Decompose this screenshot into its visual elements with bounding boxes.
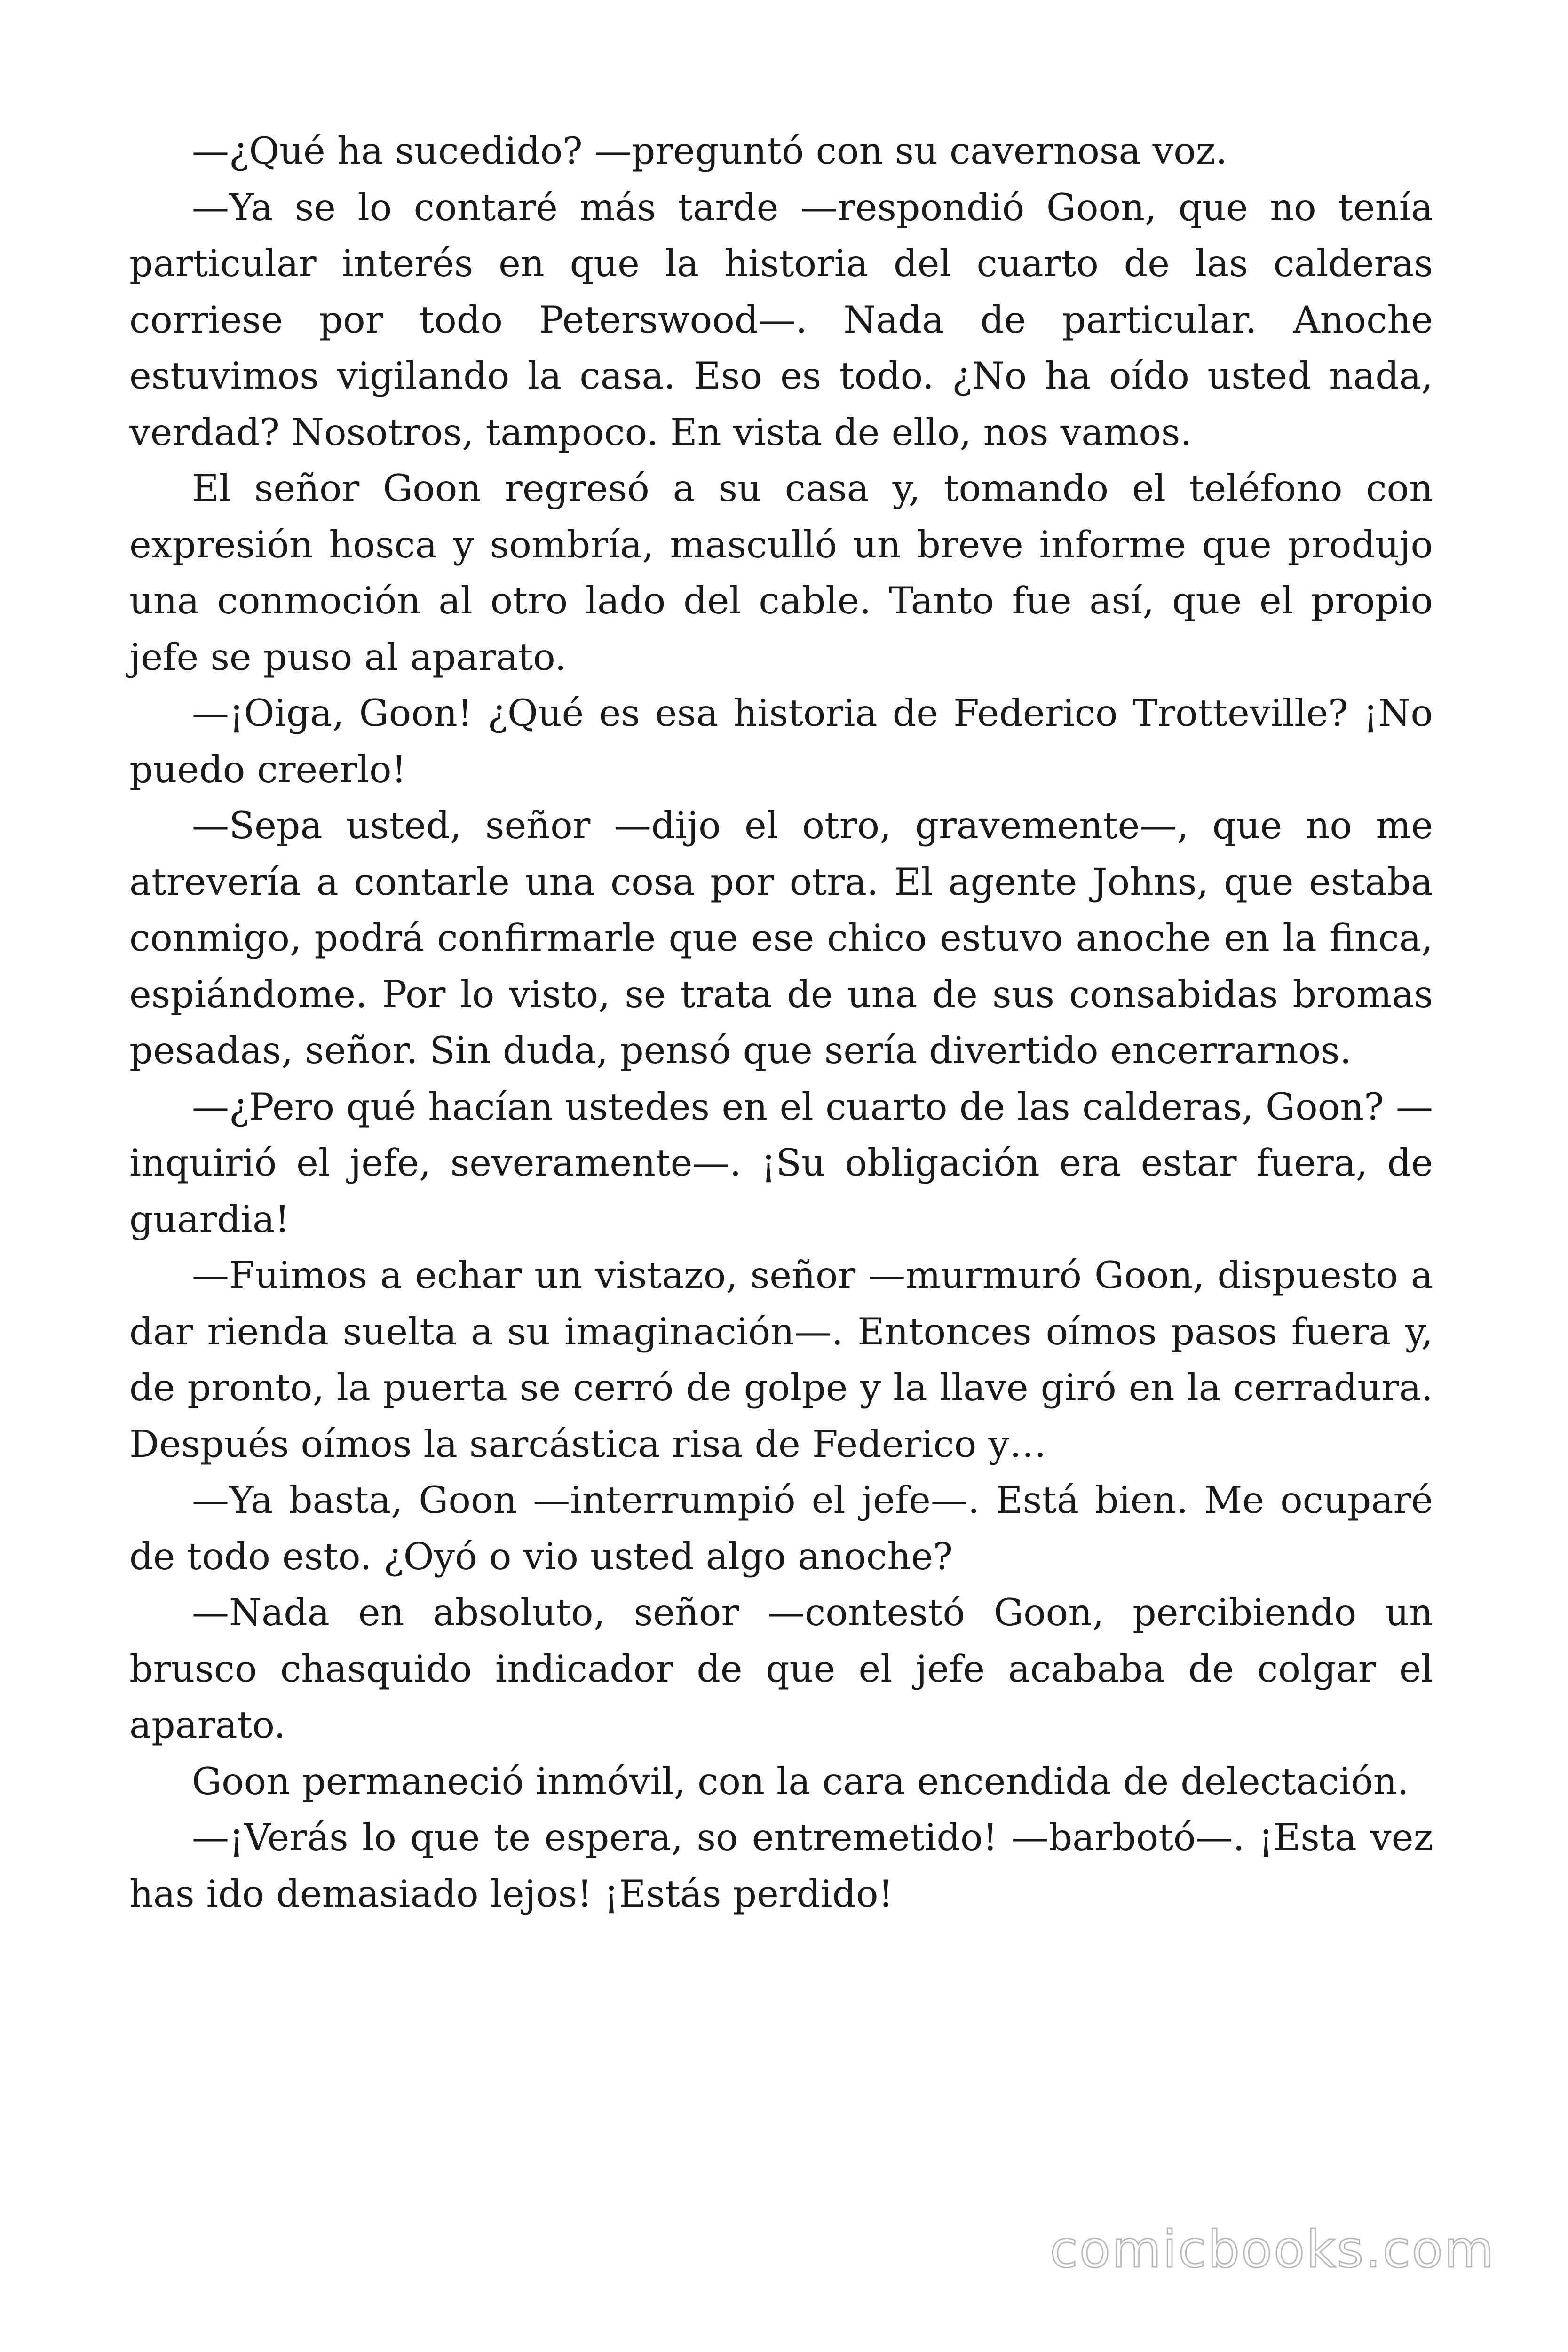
- paragraph: —Ya se lo contaré más tarde —respondió Goon, que no tenía particular interés en que la historia del cuarto de las calderas corriese por todo Peterswood—. Nada de particular. Anoche estuvimos vigilando la casa. Eso es todo. ¿No ha oído usted nada, verdad? Nosotros, tampoco. En vista de ello, nos vamos.: [129, 185, 1433, 454]
- paragraph: —¡Oiga, Goon! ¿Qué es esa historia de Federico Trotteville? ¡No puedo creerlo!: [129, 691, 1433, 791]
- paragraph: Goon permaneció inmóvil, con la cara encendida de delectación.: [192, 1759, 1409, 1803]
- watermark-logo: comicbooks.com: [1050, 2220, 1495, 2279]
- paragraph: —¿Qué ha sucedido? —preguntó con su cavernosa voz.: [192, 129, 1227, 173]
- paragraph: —Nada en absoluto, señor —contestó Goon, percibiendo un brusco chasquido indicador de que el jefe acababa de colgar el aparato.: [129, 1591, 1433, 1747]
- paragraph: —¿Pero qué hacían ustedes en el cuarto de las calderas, Goon? —inquirió el jefe, severamente—. ¡Su obligación era estar fuera, de guardia!: [129, 1085, 1433, 1241]
- paragraph: —¡Verás lo que te espera, so entremetido! —barbotó—. ¡Esta vez has ido demasiado lejos! ¡Estás perdido!: [129, 1816, 1433, 1915]
- paragraph: —Fuimos a echar un vistazo, señor —murmuró Goon, dispuesto a dar rienda suelta a su imaginación—. Entonces oímos pasos fuera y, de pronto, la puerta se cerró de golpe y la llave giró en la cerradura. Después oímos la sarcástica risa de Federico y…: [129, 1254, 1433, 1466]
- paragraph: El señor Goon regresó a su casa y, tomando el teléfono con expresión hosca y sombría, masculló un breve informe que produjo una conmoción al otro lado del cable. Tanto fue así, que el propio jefe se puso al aparato.: [129, 467, 1433, 679]
- body-text: [129, 123, 1433, 1922]
- paragraph: —Ya basta, Goon —interrumpió el jefe—. Está bien. Me ocuparé de todo esto. ¿Oyó o vio usted algo anoche?: [129, 1478, 1433, 1578]
- paragraph: —Sepa usted, señor —dijo el otro, gravemente—, que no me atrevería a contarle una cosa por otra. El agente Johns, que estaba conmigo, podrá confirmarle que ese chico estuvo anoche en la finca, espiándome. Por lo visto, se trata de una de sus consabidas bromas pesadas, señor. Sin duda, pensó que sería divertido encerrarnos.: [129, 804, 1433, 1072]
